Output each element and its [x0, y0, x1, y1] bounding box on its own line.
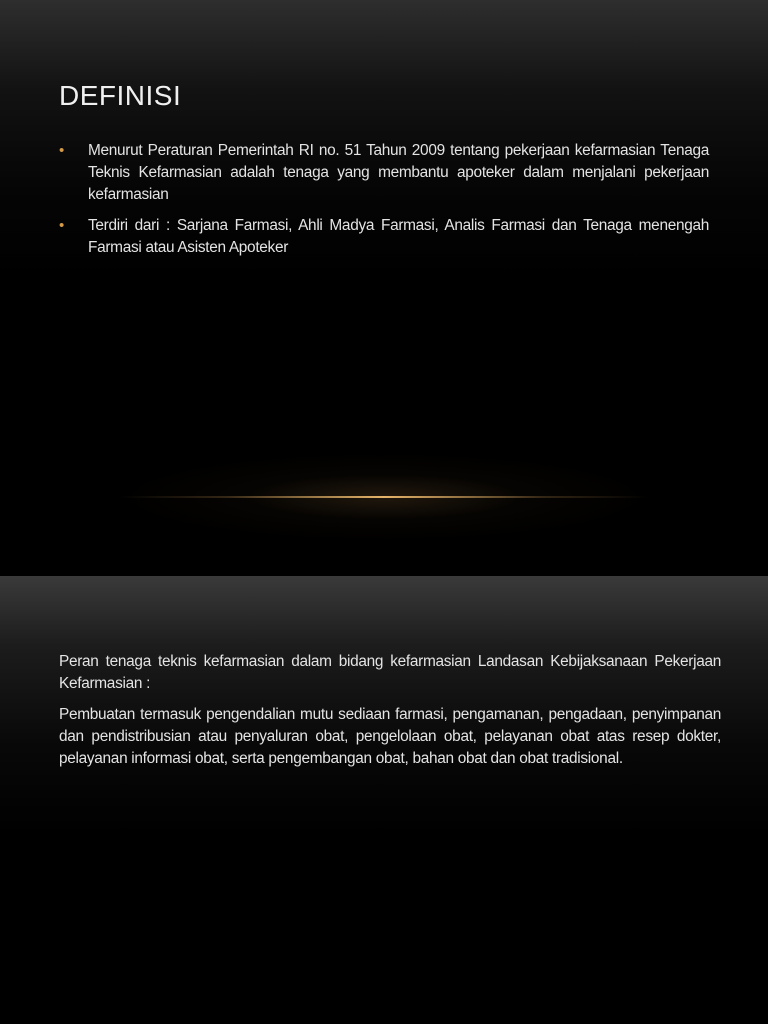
decorative-light-line [120, 496, 648, 498]
slide-peran [0, 576, 768, 1024]
bullet-text: Terdiri dari : Sarjana Farmasi, Ahli Madya Farmasi, Analis Farmasi dan Tenaga menengah Farmasi atau Asisten Apoteker [88, 217, 709, 256]
slide-body [59, 651, 721, 779]
bullet-marker: • [59, 217, 64, 234]
slide-title: DEFINISI [59, 80, 182, 111]
paragraph-details: Pembuatan termasuk pengendalian mutu sediaan farmasi, pengamanan, pengadaan, penyimpanan dan pendistribusian atau penyaluran obat, pengelolaan obat, pelayanan obat atas resep dokter, pelayanan informasi obat, serta pengembangan obat, bahan obat dan obat tradisional. [59, 706, 721, 767]
bullet-item [59, 215, 709, 259]
bullet-list [59, 140, 709, 268]
bullet-marker: • [59, 142, 64, 159]
bullet-item [59, 140, 709, 206]
bullet-text: Menurut Peraturan Pemerintah RI no. 51 Tahun 2009 tentang pekerjaan kefarmasian Tenaga Teknis Kefarmasian adalah tenaga yang membantu apoteker dalam menjalani pekerjaan kefarmasian [88, 142, 709, 203]
paragraph-intro: Peran tenaga teknis kefarmasian dalam bidang kefarmasian Landasan Kebijaksanaan Pekerjaan Kefarmasian : [59, 653, 721, 692]
